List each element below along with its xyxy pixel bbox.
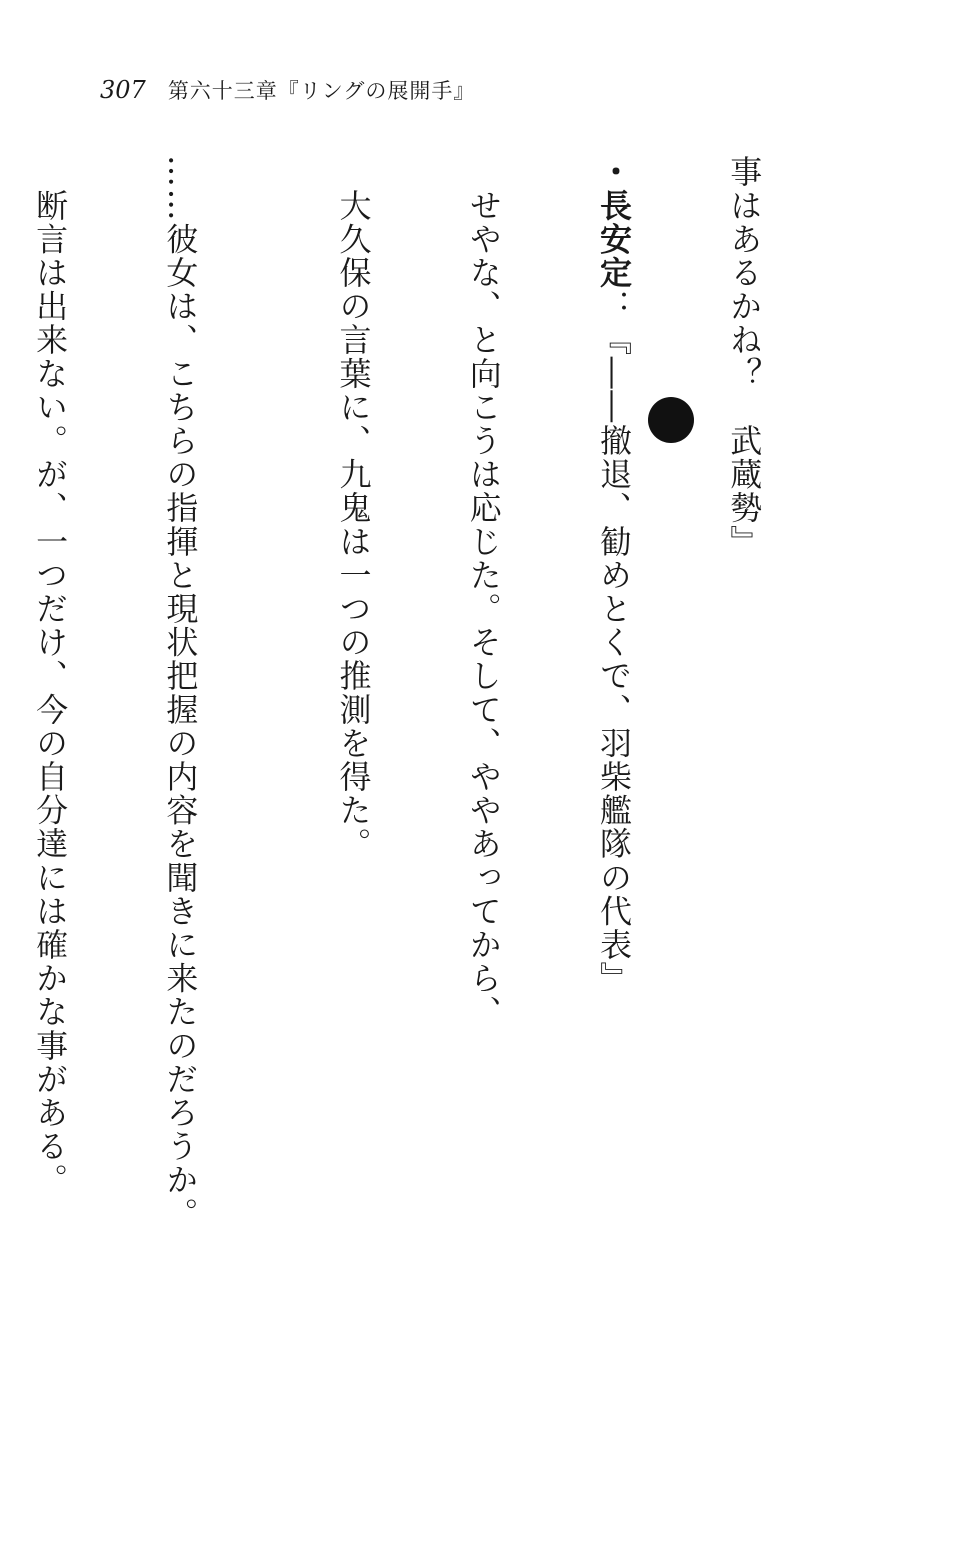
text-line-1: 事はあるかね？ 武蔵勢』 (725, 155, 764, 559)
speaker-label: 長安定 (594, 188, 633, 290)
chapter-title: 第六十三章『リングの展開手』 (167, 79, 476, 103)
text-line-6: 断言は出来ない。が、一つだけ、今の自分達には確かな事がある。 (31, 155, 70, 1197)
text-line-4: 大久保の言葉に、九鬼は一つの推測を得た。 (334, 155, 373, 861)
vertical-body-text (0, 155, 852, 1285)
text-line-5: ……彼女は、こちらの指揮と現状把握の内容を聞きに来たのだろうか。 (161, 155, 200, 1231)
text-line-3: せやな、と向こうは応じた。そして、ややあってから、 (464, 155, 503, 1029)
running-header (100, 70, 475, 110)
page-number: 307 (100, 76, 146, 104)
text-line-2: ・長安定：『――撤退、勧めとくで、羽柴艦隊の代表』 (594, 155, 633, 996)
